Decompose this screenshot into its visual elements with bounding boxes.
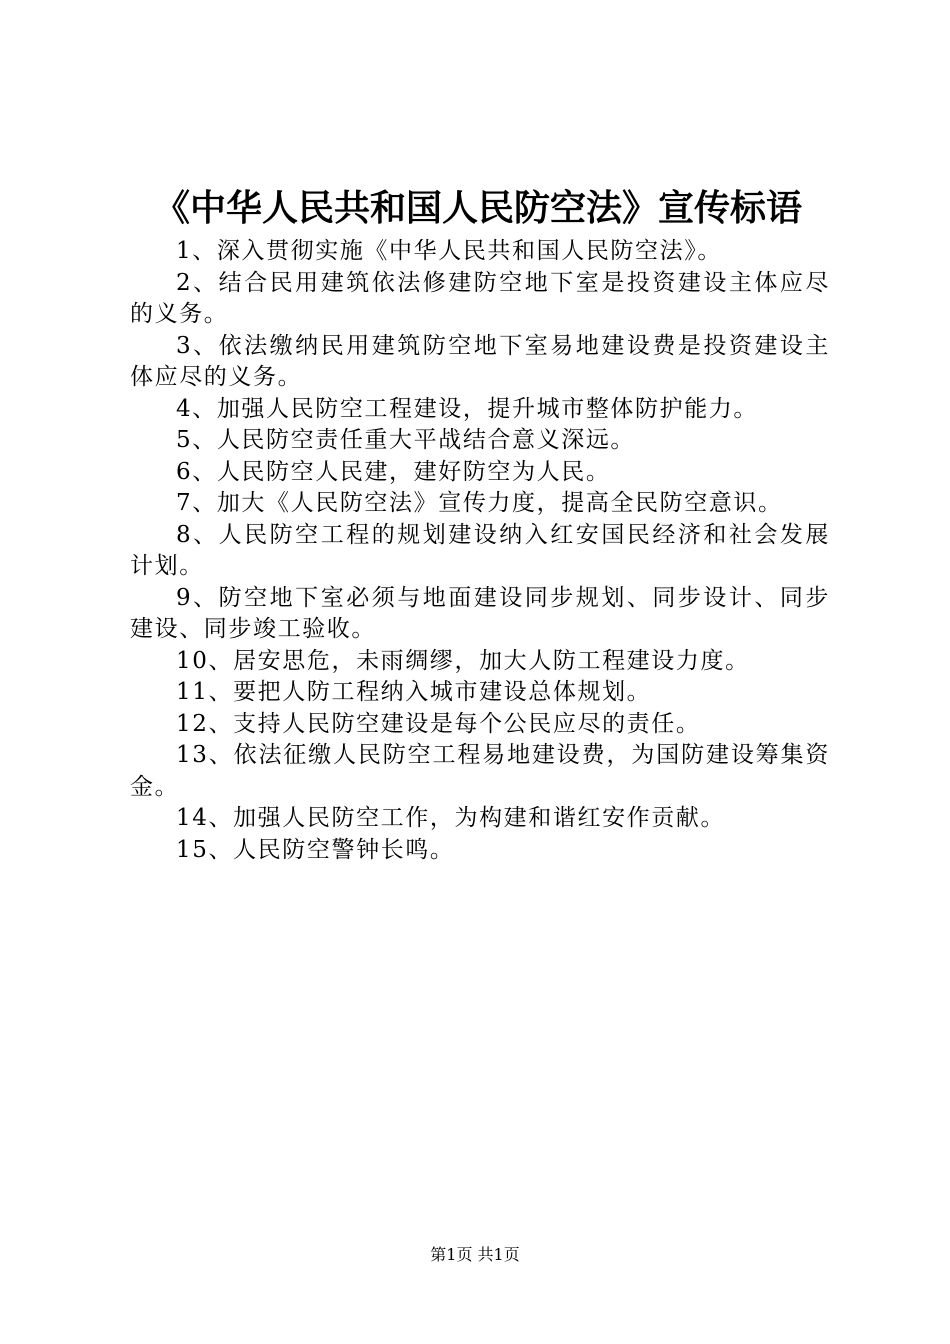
slogan-item-2: 2、结合民用建筑依法修建防空地下室是投资建设主体应尽的义务。	[130, 269, 830, 327]
slogan-item-9: 9、防空地下室必须与地面建设同步规划、同步设计、同步建设、同步竣工验收。	[130, 584, 830, 642]
document-title: 《中华人民共和国人民防空法》宣传标语	[153, 187, 802, 229]
slogan-item-11: 11、要把人防工程纳入城市建设总体规划。	[176, 679, 652, 705]
slogan-item-5: 5、人民防空责任重大平战结合意义深远。	[176, 427, 636, 453]
slogan-item-12: 12、支持人民防空建设是每个公民应尽的责任。	[176, 710, 701, 737]
slogan-list	[130, 236, 830, 866]
slogan-item-14: 14、加强人民防空工作，为构建和谐红安作贡献。	[176, 805, 726, 831]
slogan-item-1: 1、深入贯彻实施《中华人民共和国人民防空法》。	[176, 238, 722, 264]
slogan-item-6: 6、人民防空人民建，建好防空为人民。	[176, 458, 611, 485]
slogan-item-7: 7、加大《人民防空法》宣传力度，提高全民防空意识。	[176, 490, 783, 516]
slogan-item-13: 13、依法征缴人民防空工程易地建设费，为国防建设筹集资金。	[130, 742, 830, 800]
page-footer: 第1页 共1页	[430, 1245, 520, 1264]
slogan-item-3: 3、依法缴纳民用建筑防空地下室易地建设费是投资建设主体应尽的义务。	[130, 332, 830, 390]
slogan-item-4: 4、加强人民防空工程建设，提升城市整体防护能力。	[176, 395, 759, 422]
slogan-item-10: 10、居安思危，未雨绸缪，加大人防工程建设力度。	[176, 647, 750, 674]
slogan-item-8: 8、人民防空工程的规划建设纳入红安国民经济和社会发展计划。	[130, 521, 830, 579]
slogan-item-15: 15、人民防空警钟长鸣。	[176, 836, 455, 863]
